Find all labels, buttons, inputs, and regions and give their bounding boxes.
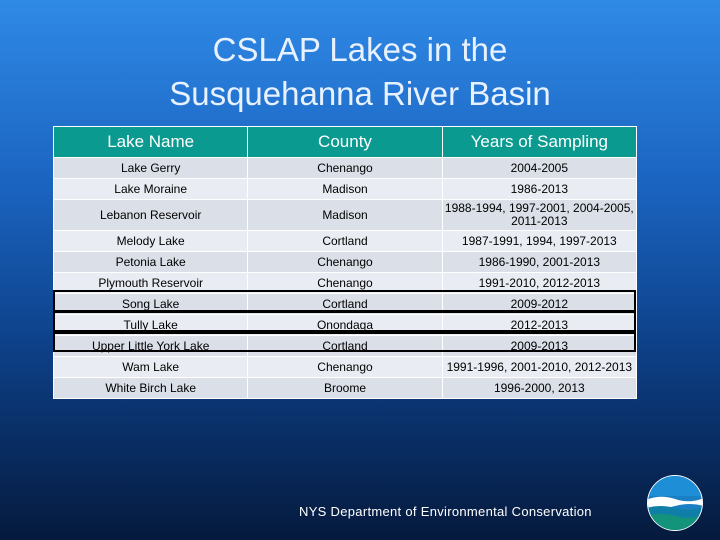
cell-years: 1986-1990, 2001-2013 (442, 252, 636, 273)
table-row (54, 158, 637, 179)
cell-years: 1988-1994, 1997-2001, 2004-2005, 2011-2013 (442, 200, 636, 231)
cell-lake-name: White Birch Lake (54, 378, 248, 399)
cell-county: Madison (248, 179, 442, 200)
cell-lake-name: Petonia Lake (54, 252, 248, 273)
nys-dec-logo-icon (646, 474, 704, 532)
table-row (54, 231, 637, 252)
cell-years: 1987-1991, 1994, 1997-2013 (442, 231, 636, 252)
cell-county: Cortland (248, 231, 442, 252)
table-row (54, 294, 637, 315)
title-line-2: Susquehanna River Basin (169, 75, 551, 112)
cell-years: 2009-2013 (442, 336, 636, 357)
cell-years: 2012-2013 (442, 315, 636, 336)
cell-years: 1996-2000, 2013 (442, 378, 636, 399)
cell-lake-name: Lebanon Reservoir (54, 200, 248, 231)
table-header-row (54, 127, 637, 158)
cell-county: Cortland (248, 336, 442, 357)
cell-county: Chenango (248, 273, 442, 294)
table-row (54, 252, 637, 273)
cell-lake-name: Song Lake (54, 294, 248, 315)
header-lake-name: Lake Name (54, 127, 248, 158)
lakes-table (53, 126, 637, 399)
cell-lake-name: Wam Lake (54, 357, 248, 378)
table-row (54, 336, 637, 357)
cell-lake-name: Upper Little York Lake (54, 336, 248, 357)
cell-lake-name: Plymouth Reservoir (54, 273, 248, 294)
header-county: County (248, 127, 442, 158)
cell-years: 1986-2013 (442, 179, 636, 200)
cell-county: Cortland (248, 294, 442, 315)
cell-county: Chenango (248, 158, 442, 179)
footer-agency-name: NYS Department of Environmental Conservation (299, 504, 592, 519)
cell-lake-name: Melody Lake (54, 231, 248, 252)
cell-years: 1991-1996, 2001-2010, 2012-2013 (442, 357, 636, 378)
cell-county: Madison (248, 200, 442, 231)
header-years: Years of Sampling (442, 127, 636, 158)
cell-county: Onondaga (248, 315, 442, 336)
cell-years: 1991-2010, 2012-2013 (442, 273, 636, 294)
table-row (54, 273, 637, 294)
table-row (54, 179, 637, 200)
table-row (54, 378, 637, 399)
cell-county: Chenango (248, 357, 442, 378)
table-row (54, 315, 637, 336)
table-row (54, 200, 637, 231)
cell-years: 2004-2005 (442, 158, 636, 179)
cell-lake-name: Lake Moraine (54, 179, 248, 200)
title-line-1: CSLAP Lakes in the (212, 31, 508, 68)
cell-county: Chenango (248, 252, 442, 273)
cell-years: 2009-2012 (442, 294, 636, 315)
page-title (0, 28, 720, 116)
cell-lake-name: Lake Gerry (54, 158, 248, 179)
cell-lake-name: Tully Lake (54, 315, 248, 336)
table-row (54, 357, 637, 378)
cell-county: Broome (248, 378, 442, 399)
